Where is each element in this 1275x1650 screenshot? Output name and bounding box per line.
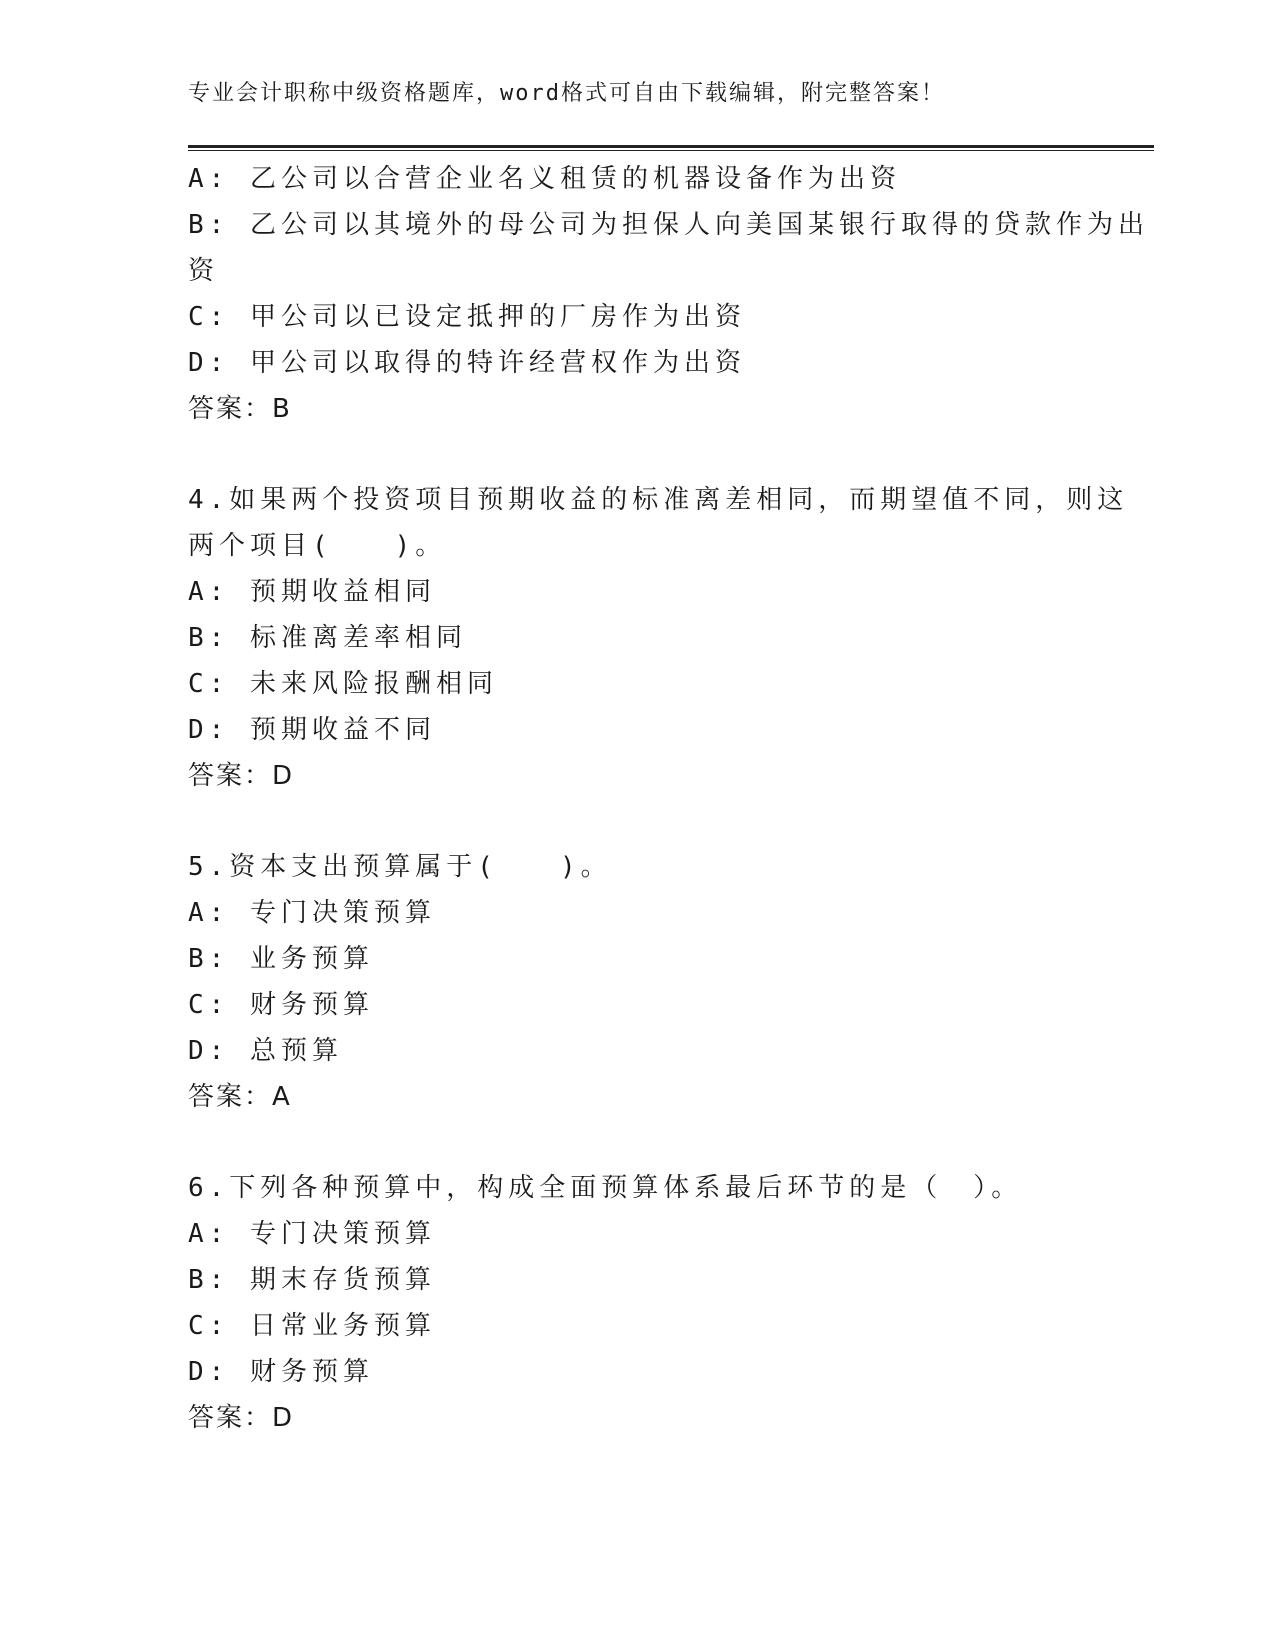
q3-option-b: B: 乙公司以其境外的母公司为担保人向美国某银行取得的贷款作为出 bbox=[188, 210, 1149, 240]
q6-answer: 答案：D bbox=[188, 1403, 295, 1433]
q4-option-a: A: 预期收益相同 bbox=[188, 577, 436, 607]
q4-option-d: D: 预期收益不同 bbox=[188, 715, 436, 745]
q4-stem-line-2: 两个项目( )。 bbox=[188, 531, 447, 561]
spacer bbox=[188, 432, 1148, 477]
q4-stem-line-1: 4.如果两个投资项目预期收益的标准离差相同，而期望值不同，则这 bbox=[188, 485, 1129, 515]
page-header: 专业会计职称中级资格题库，word格式可自由下载编辑，附完整答案！ bbox=[188, 81, 945, 106]
q5-stem-line-1: 5.资本支出预算属于( )。 bbox=[188, 852, 612, 882]
q5-option-a: A: 专门决策预算 bbox=[188, 898, 436, 928]
spacer bbox=[188, 1120, 1148, 1165]
question-3 bbox=[188, 156, 1148, 432]
q6-option-a: A: 专门决策预算 bbox=[188, 1219, 436, 1249]
question-6 bbox=[188, 1165, 1148, 1441]
q5-option-b: B: 业务预算 bbox=[188, 944, 374, 974]
q5-option-c: C: 财务预算 bbox=[188, 990, 374, 1020]
q6-option-c: C: 日常业务预算 bbox=[188, 1311, 436, 1341]
spacer bbox=[188, 799, 1148, 844]
q3-option-b-cont: 资 bbox=[188, 256, 220, 286]
q4-option-b: B: 标准离差率相同 bbox=[188, 623, 467, 653]
header-rule-thin bbox=[188, 150, 1154, 151]
q6-stem-line-1: 6.下列各种预算中，构成全面预算体系最后环节的是（ ）。 bbox=[188, 1173, 1023, 1203]
q6-option-d: D: 财务预算 bbox=[188, 1357, 374, 1387]
question-5 bbox=[188, 844, 1148, 1120]
question-4 bbox=[188, 477, 1148, 799]
q3-option-d: D: 甲公司以取得的特许经营权作为出资 bbox=[188, 348, 746, 378]
question-content bbox=[188, 156, 1148, 1441]
q4-option-c: C: 未来风险报酬相同 bbox=[188, 669, 498, 699]
q3-option-c: C: 甲公司以已设定抵押的厂房作为出资 bbox=[188, 302, 746, 332]
q3-answer: 答案：B bbox=[188, 394, 292, 424]
q5-answer: 答案：A bbox=[188, 1082, 292, 1112]
q3-option-a: A: 乙公司以合营企业名义租赁的机器设备作为出资 bbox=[188, 164, 901, 194]
q4-answer: 答案：D bbox=[188, 761, 295, 791]
q6-option-b: B: 期末存货预算 bbox=[188, 1265, 436, 1295]
header-rule-thick bbox=[188, 145, 1154, 148]
q5-option-d: D: 总预算 bbox=[188, 1036, 343, 1066]
